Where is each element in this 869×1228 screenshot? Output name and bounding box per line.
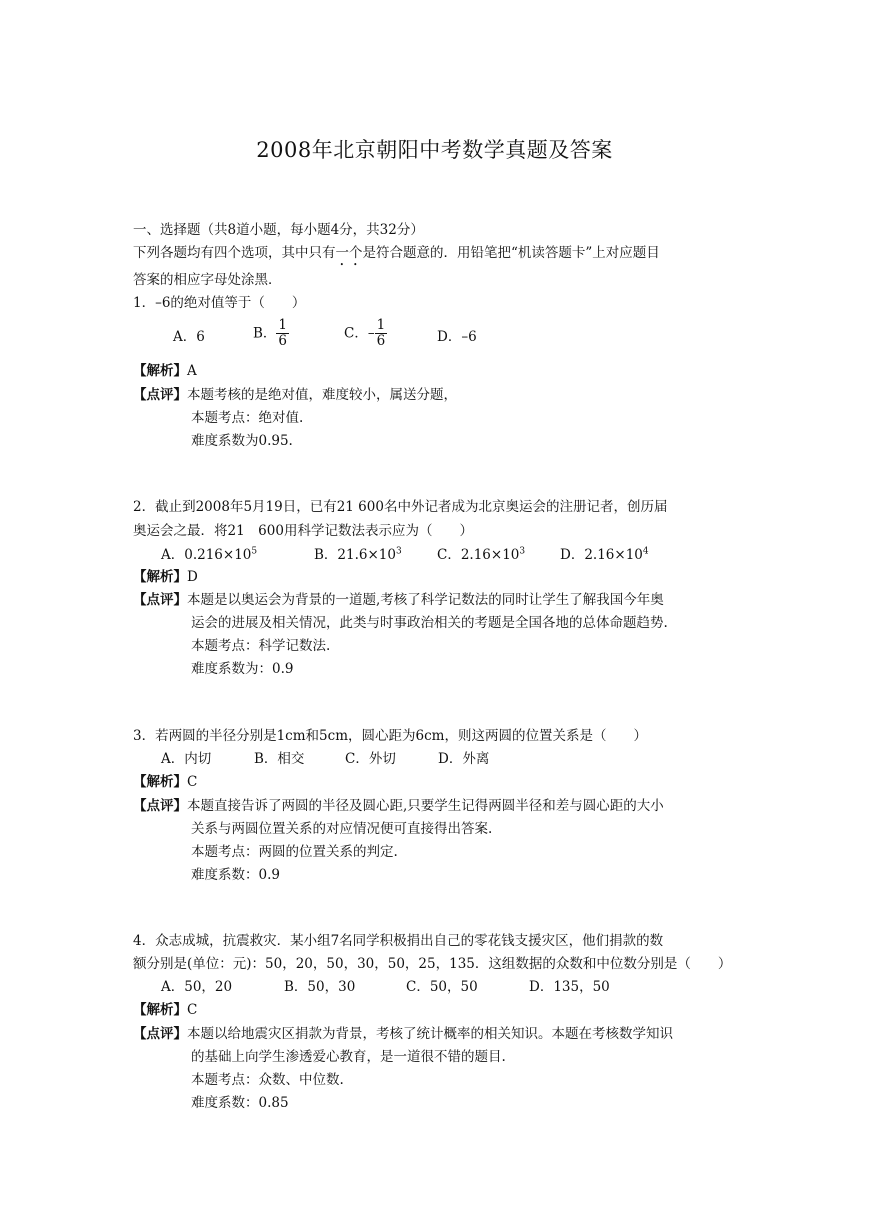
answer-label: 【解析】 xyxy=(133,1002,187,1018)
section-instructions-line-2: 答案的相应字母处涂黑． xyxy=(133,272,282,288)
q3-difficulty: 难度系数：0.9 xyxy=(191,867,280,883)
q4-answer xyxy=(133,1001,197,1019)
q4-comment-text: 本题以给地震灾区捐款为背景，考核了统计概率的相关知识。本题在考核数学知识 xyxy=(187,1026,673,1042)
q2-d-text: D．2.16×10 xyxy=(560,547,643,563)
q2-option-a xyxy=(161,546,257,564)
q1-b-prefix: B． xyxy=(253,325,277,342)
instr-text-a: 下列各题均有四个选项，其中只有 xyxy=(133,245,336,261)
q4-stem-line-2: 额分别是(单位：元)：50，20，50，30，50，25，135．这组数据的众数和中位数分别是（ ） xyxy=(133,956,732,972)
q4-comment xyxy=(133,1025,673,1043)
q3-point: 本题考点：两圆的位置关系的判定. xyxy=(191,844,398,860)
q3-comment xyxy=(133,797,664,815)
instr-dotted-text: 一个 xyxy=(335,245,363,261)
q4-stem-line-1: 4．众志成城，抗震救灾．某小组7名同学积极捐出自己的零花钱支援灾区，他们捐款的数 xyxy=(133,933,664,949)
q4-comment-line-2: 的基础上向学生渗透爱心教育，是一道很不错的题目. xyxy=(191,1049,506,1065)
q2-comment-text: 本题是以奥运会为背景的一道题,考核了科学记数法的同时让学生了解我国今年奥 xyxy=(187,592,664,608)
q2-answer xyxy=(133,568,198,586)
q1-option-d: D．–6 xyxy=(437,329,477,345)
q3-comment-text: 本题直接告诉了两圆的半径及圆心距,只要学生记得两圆半径和差与圆心距的大小 xyxy=(187,798,664,814)
comment-label: 【点评】 xyxy=(133,798,187,814)
section-instructions-line-1 xyxy=(133,244,660,269)
q2-b-exponent: 3 xyxy=(395,546,402,557)
q2-stem-line-1: 2．截止到2008年5月19日，已有21 600名中外记者成为北京奥运会的注册记者，创历届 xyxy=(133,499,668,515)
q1-option-a: A．6 xyxy=(173,329,205,345)
answer-label: 【解析】 xyxy=(133,363,187,379)
q1-comment-text: 本题考核的是绝对值，难度较小，属送分题， xyxy=(187,387,457,403)
q1-point: 本题考点：绝对值. xyxy=(191,410,304,426)
q2-c-exponent: 3 xyxy=(519,546,526,557)
q1-option-b xyxy=(253,318,289,349)
answer-label: 【解析】 xyxy=(133,569,187,585)
q2-option-c xyxy=(437,546,525,564)
q1-c-denominator: 6 xyxy=(376,333,386,349)
q3-comment-line-2: 关系与两圆位置关系的对应情况便可直接得出答案. xyxy=(191,821,493,837)
q2-d-exponent: 4 xyxy=(642,546,649,557)
q2-option-b xyxy=(314,546,402,564)
q4-point: 本题考点：众数、中位数. xyxy=(191,1072,344,1088)
answer-label: 【解析】 xyxy=(133,774,187,790)
q1-c-numerator: 1 xyxy=(376,317,386,333)
q2-b-text: B．21.6×10 xyxy=(314,547,396,563)
q2-c-text: C．2.16×10 xyxy=(437,547,520,563)
q2-a-text: A．0.216×10 xyxy=(161,547,252,563)
q1-answer-value: A xyxy=(187,363,197,379)
q1-stem: 1．–6的绝对值等于（ ） xyxy=(133,295,306,311)
q3-answer xyxy=(133,773,197,791)
q2-comment xyxy=(133,591,664,609)
q1-b-fraction xyxy=(276,318,289,349)
q1-c-fraction xyxy=(375,318,388,349)
q4-answer-value: C xyxy=(187,1002,198,1018)
instr-text-b: 是符合题意的．用铅笔把“机读答题卡”上对应题目 xyxy=(362,245,660,261)
section-heading: 一、选择题（共8道小题，每小题4分，共32分） xyxy=(133,222,424,238)
q3-stem: 3．若两圆的半径分别是1cm和5cm，圆心距为6cm，则这两圆的位置关系是（ ） xyxy=(133,728,647,744)
q2-difficulty: 难度系数为：0.9 xyxy=(191,661,294,677)
q2-stem-line-2: 奥运会之最．将21 600用科学记数法表示应为（ ） xyxy=(133,523,473,539)
q1-option-c xyxy=(344,318,387,349)
comment-label: 【点评】 xyxy=(133,1026,187,1042)
q1-b-numerator: 1 xyxy=(278,317,288,333)
q4-difficulty: 难度系数：0.85 xyxy=(191,1095,289,1111)
q2-answer-value: D xyxy=(187,569,198,585)
q1-answer xyxy=(133,362,197,380)
q4-option-c: C．50，50 xyxy=(406,979,478,995)
q2-comment-line-2: 运会的进展及相关情况，此类与时事政治相关的考题是全国各地的总体命题趋势. xyxy=(191,615,668,631)
q3-option-c: C．外切 xyxy=(345,751,396,767)
q1-difficulty: 难度系数为0.95. xyxy=(191,433,293,449)
q2-a-exponent: 5 xyxy=(251,546,258,557)
comment-label: 【点评】 xyxy=(133,592,187,608)
q3-option-d: D．外离 xyxy=(438,751,490,767)
q2-option-d xyxy=(560,546,649,564)
q3-answer-value: C xyxy=(187,774,198,790)
q4-option-d: D．135，50 xyxy=(529,979,610,995)
q4-option-a: A．50，20 xyxy=(161,979,233,995)
q2-point: 本题考点：科学记数法. xyxy=(191,638,331,654)
q1-b-denominator: 6 xyxy=(278,333,288,349)
q1-comment xyxy=(133,386,457,404)
q4-option-b: B．50，30 xyxy=(284,979,356,995)
page-title: 2008年北京朝阳中考数学真题及答案 xyxy=(256,138,613,162)
comment-label: 【点评】 xyxy=(133,387,187,403)
q3-option-b: B．相交 xyxy=(254,751,305,767)
q3-option-a: A．内切 xyxy=(161,751,212,767)
q1-c-prefix: C．– xyxy=(344,325,375,342)
